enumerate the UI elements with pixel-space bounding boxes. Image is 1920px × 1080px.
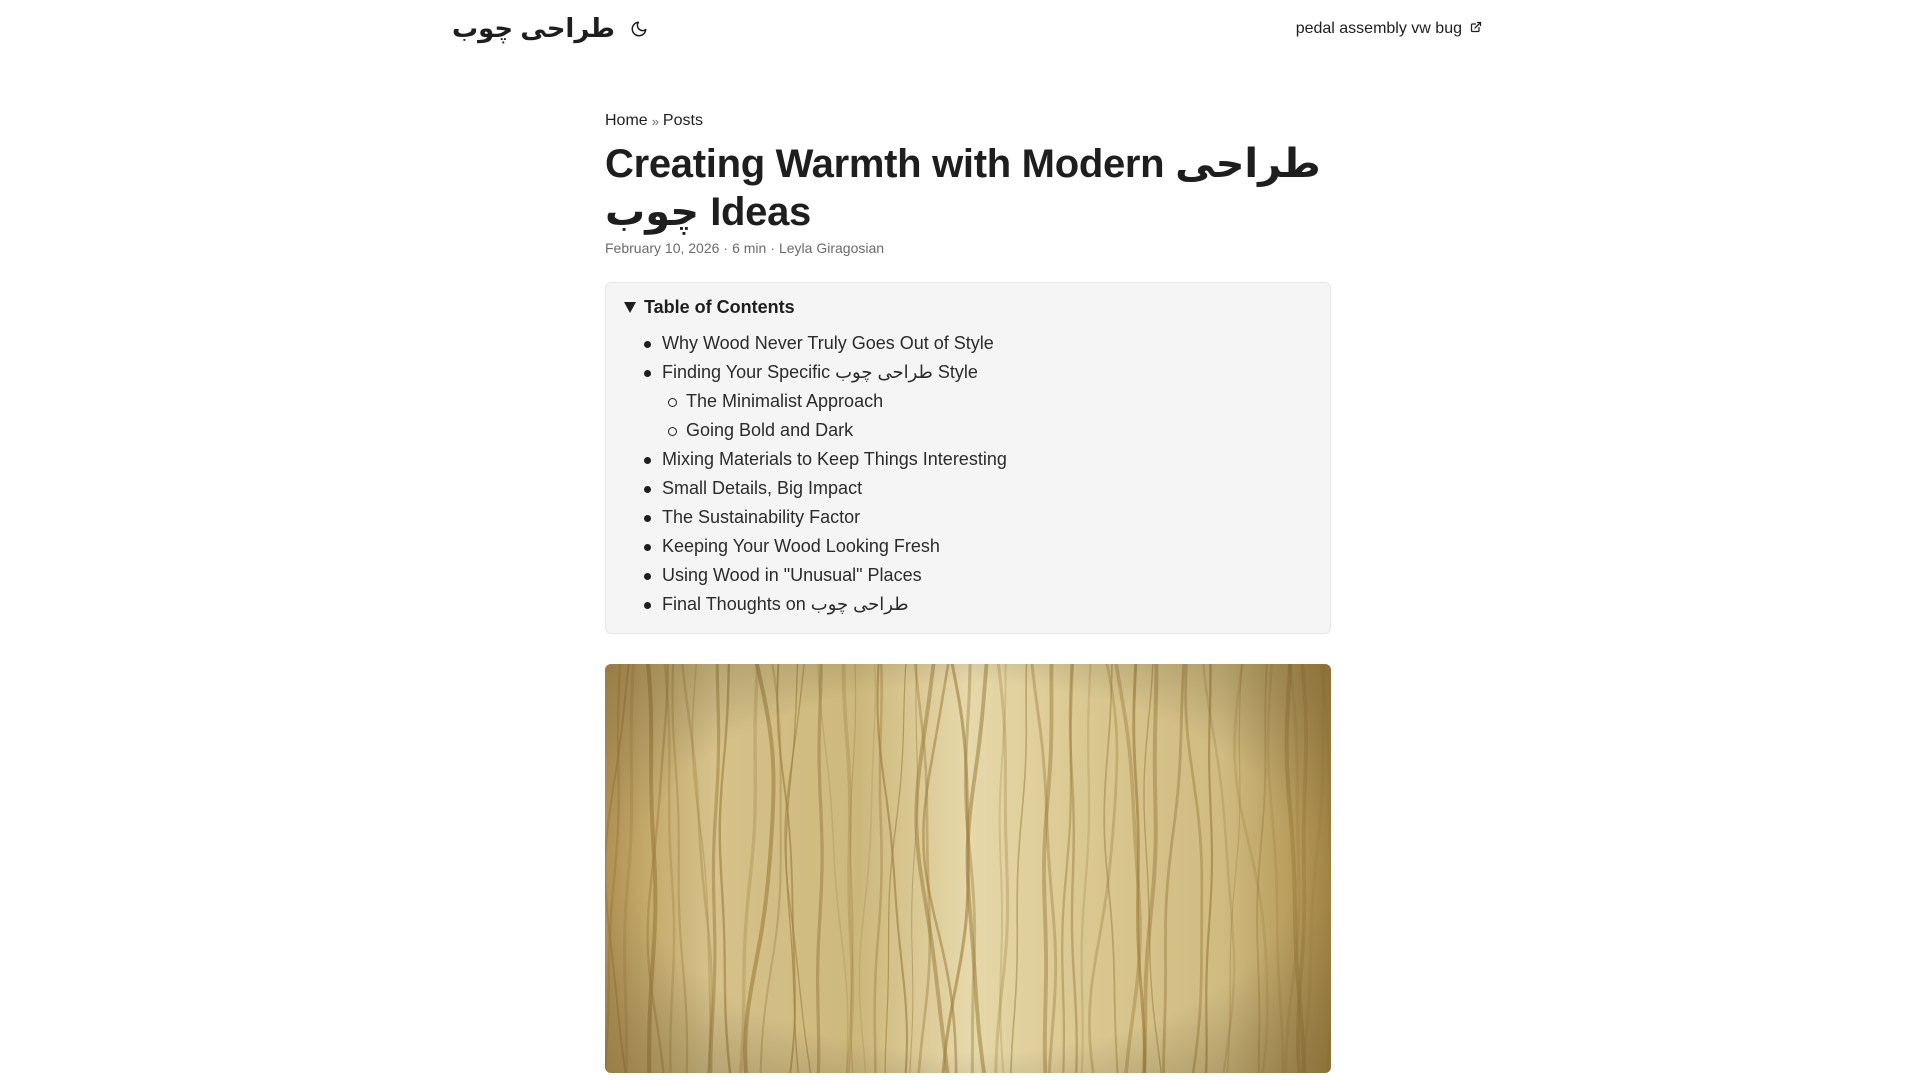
toc-item — [644, 358, 1312, 445]
toc-item — [644, 503, 1312, 532]
post-main — [605, 110, 1331, 1073]
toc-item — [644, 445, 1312, 474]
toc-link[interactable]: Small Details, Big Impact — [662, 478, 863, 498]
external-link-icon — [1470, 20, 1482, 38]
toc-list — [624, 329, 1312, 619]
brand — [452, 13, 651, 44]
breadcrumb-separator: » — [651, 113, 659, 129]
breadcrumb-home[interactable]: Home — [605, 112, 648, 129]
breadcrumb — [605, 110, 1331, 132]
toc-item — [644, 329, 1312, 358]
toc-link[interactable]: Keeping Your Wood Looking Fresh — [662, 536, 940, 556]
toc-item — [644, 590, 1312, 619]
toc-subitem — [668, 387, 1312, 416]
meta-separator: · — [723, 240, 729, 256]
cover-image — [605, 664, 1331, 1073]
toc-link[interactable]: The Minimalist Approach — [686, 391, 884, 411]
post-read-time: 6 min — [732, 240, 767, 256]
toc-link[interactable]: Using Wood in "Unusual" Places — [662, 565, 922, 585]
post-meta — [605, 240, 1331, 260]
breadcrumb-posts[interactable]: Posts — [662, 112, 703, 129]
toc-subitem — [668, 416, 1312, 445]
moon-icon[interactable] — [627, 17, 651, 41]
toc-item — [644, 532, 1312, 561]
wood-grain-image — [605, 664, 1331, 1073]
site-logo-link[interactable]: طراحی چوب — [452, 13, 616, 43]
toc-link[interactable]: Final Thoughts on طراحی چوب — [662, 594, 909, 614]
meta-separator: · — [770, 240, 775, 256]
toc-link[interactable]: The Sustainability Factor — [662, 507, 861, 527]
toc-link[interactable]: Finding Your Specific طراحی چوب Style — [662, 362, 978, 382]
site-header — [0, 0, 1920, 60]
toc-sublist — [662, 387, 1312, 445]
toc-item — [644, 561, 1312, 590]
toc-title: Table of Contents — [644, 296, 795, 317]
triangle-down-icon — [624, 302, 636, 313]
toc-link[interactable]: Why Wood Never Truly Goes Out of Style — [662, 333, 994, 353]
page-title: Creating Warmth with Modern طراحی چوب Ideas — [605, 142, 1321, 234]
toc-toggle[interactable] — [624, 295, 1312, 319]
post-author: Leyla Giragosian — [778, 240, 885, 256]
toc-link[interactable]: Going Bold and Dark — [686, 420, 854, 440]
toc-link[interactable]: Mixing Materials to Keep Things Interesting — [662, 449, 1007, 469]
table-of-contents — [605, 282, 1331, 634]
toc-item — [644, 474, 1312, 503]
post-date: February 10, 2026 — [605, 240, 720, 256]
external-nav-link[interactable]: pedal assembly vw bug — [1295, 20, 1462, 37]
header-nav — [1296, 20, 1482, 38]
